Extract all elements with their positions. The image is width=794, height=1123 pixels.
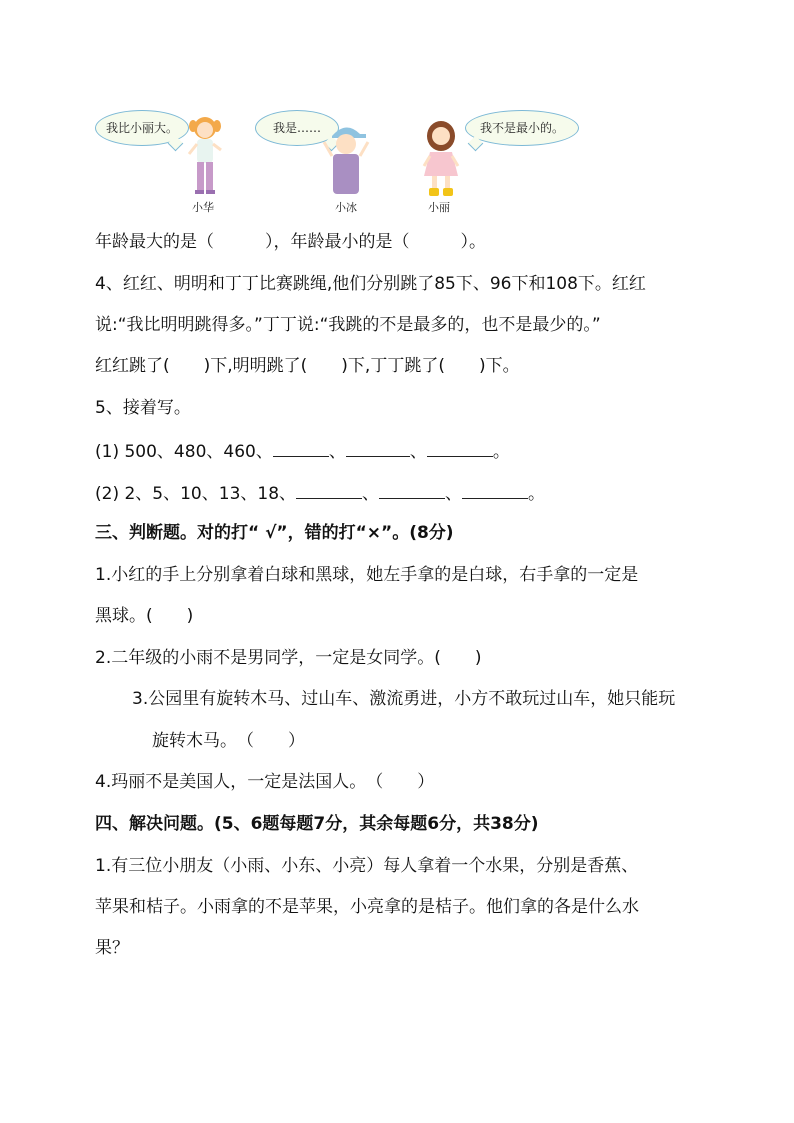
q5-title: 5、接着写。 [95,398,191,418]
judge-2-text: 2.二年级的小雨不是男同学，一定是女同学。( ) [95,648,482,668]
girl-xiaoli-icon [418,118,464,198]
problem-1-text-2: 苹果和桔子。小雨拿的不是苹果，小亮拿的是桔子。他们拿的各是什么水 [95,897,639,917]
judge-1-text-1: 1.小红的手上分别拿着白球和黑球，她左手拿的是白球，右手拿的一定是 [95,565,639,585]
name-xiaoli: 小丽 [428,201,450,214]
answer-blank[interactable] [346,440,410,457]
q5-item-2: (2) 2、5、10、13、18、 、 、 。 [95,484,546,504]
judge-4-text: 4.玛丽不是美国人，一定是法国人。 （ ） [95,772,435,792]
speech-bubble-xiaohua: 我比小丽大。 [95,110,189,146]
name-xiaohua: 小华 [192,201,214,214]
section-3-heading: 三、判断题。对的打“ √”，错的打“×”。(8分) [95,523,454,543]
girl-xiaohua-icon [183,114,227,198]
answer-blank[interactable] [273,440,329,457]
answer-blank[interactable] [462,482,528,499]
q4-text-3: 红红跳了( )下,明明跳了( )下,丁丁跳了( )下。 [95,356,520,376]
judge-1-text-2: 黑球。( ) [95,606,194,626]
answer-blank[interactable] [427,440,493,457]
name-xiaobing: 小冰 [335,201,357,214]
judge-3-text-1: 3.公园里有旋转木马、过山车、激流勇进，小方不敢玩过山车，她只能玩 [132,689,676,709]
problem-1-text-1: 1.有三位小朋友（小雨、小东、小亮）每人拿着一个水果，分别是香蕉、 [95,856,639,876]
q4-text-1: 4、红红、明明和丁丁比赛跳绳,他们分别跳了85下、96下和108下。红红 [95,274,646,294]
judge-3-text-2: 旋转木马。 （ ） [152,731,305,751]
section-4-heading: 四、解决问题。(5、6题每题7分，其余每题6分，共38分) [95,814,539,834]
problem-1-text-3: 果？ [95,938,129,958]
boy-xiaobing-icon [320,122,372,198]
answer-blank[interactable] [296,482,362,499]
q3-answer-line: 年龄最大的是（ ），年龄最小的是（ ）。 [95,232,486,252]
q5-item-1: (1) 500、480、460、 、 、 。 [95,442,510,462]
speech-bubble-xiaobing: 我是…… [255,110,339,146]
q4-text-2: 说:“我比明明跳得多。”丁丁说:“我跳的不是最多的，也不是最少的。” [95,315,601,335]
answer-blank[interactable] [379,482,445,499]
speech-bubble-xiaoli: 我不是最小的。 [465,110,579,146]
